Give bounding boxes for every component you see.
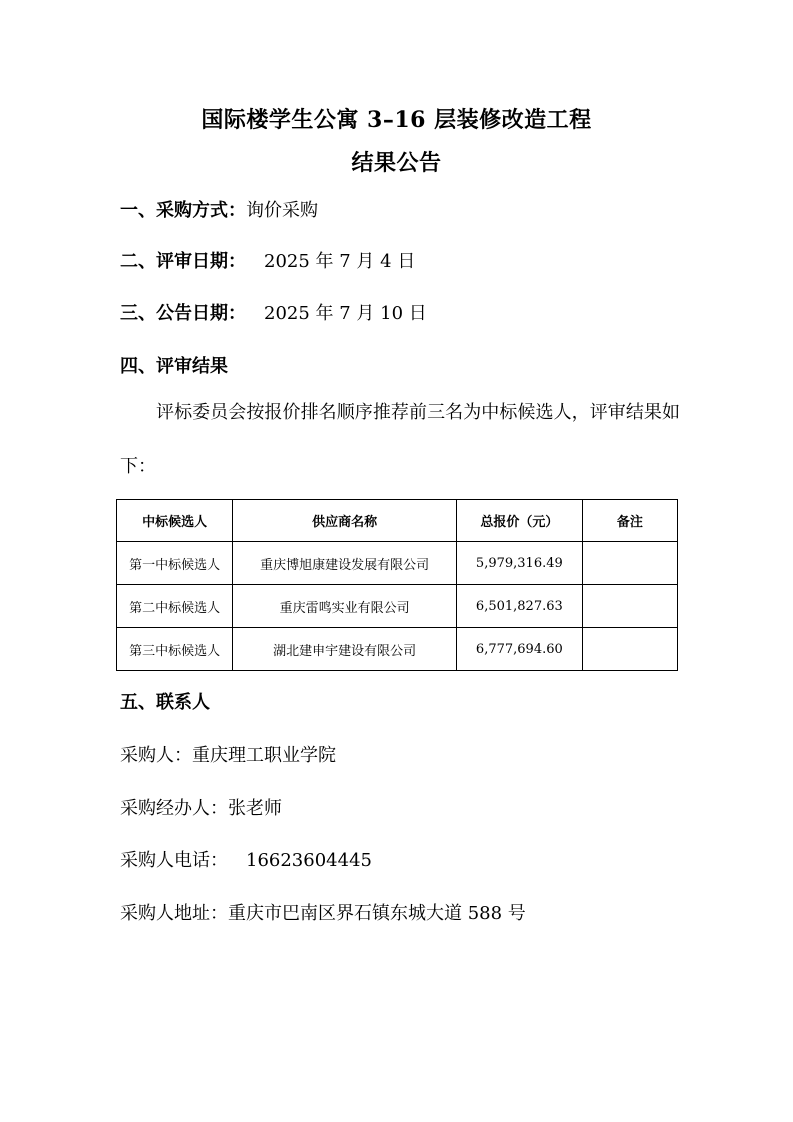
purchaser-line: 采购人：重庆理工职业学院 — [120, 745, 336, 766]
cell-rank: 第三中标候选人 — [117, 628, 233, 671]
review-result-heading — [120, 352, 228, 378]
table-row — [117, 628, 678, 671]
procurement-method — [120, 196, 318, 222]
header-supplier: 供应商名称 — [233, 500, 457, 542]
notice-date-label: 三、公告日期： — [120, 303, 246, 324]
cell-supplier: 湖北建申宇建设有限公司 — [233, 628, 457, 671]
table-header-row — [117, 500, 678, 542]
agent-line: 采购经办人：张老师 — [120, 798, 282, 819]
address-line: 采购人地址：重庆市巴南区界石镇东城大道 588 号 — [120, 903, 526, 924]
cell-note — [582, 585, 677, 628]
phone-number: 16623604445 — [246, 850, 372, 871]
notice-date-value: 2025 年 7 月 10 日 — [264, 303, 427, 324]
contact-label: 五、联系人 — [120, 692, 210, 713]
review-date — [120, 247, 415, 273]
phone-line — [120, 846, 372, 872]
cell-rank: 第二中标候选人 — [117, 585, 233, 628]
cell-rank: 第一中标候选人 — [117, 542, 233, 585]
review-date-label: 二、评审日期： — [120, 251, 246, 272]
procurement-method-label: 一、采购方式： — [120, 200, 246, 221]
header-candidate: 中标候选人 — [117, 500, 233, 542]
contact-heading — [120, 688, 210, 714]
cell-supplier: 重庆雷鸣实业有限公司 — [233, 585, 457, 628]
table-row — [117, 585, 678, 628]
cell-price: 6,777,694.60 — [456, 628, 582, 671]
procurement-method-value: 询价采购 — [246, 200, 318, 221]
document-title: 国际楼学生公寓 3–16 层装修改造工程 — [201, 107, 592, 133]
cell-supplier: 重庆博旭康建设发展有限公司 — [233, 542, 457, 585]
notice-date — [120, 299, 427, 325]
header-price: 总报价（元） — [456, 500, 582, 542]
cell-note — [582, 542, 677, 585]
cell-price: 6,501,827.63 — [456, 585, 582, 628]
phone-label: 采购人电话： — [120, 850, 228, 871]
document-subtitle: 结果公告 — [351, 150, 442, 176]
review-result-label: 四、评审结果 — [120, 356, 228, 377]
table-row — [117, 542, 678, 585]
review-result-text: 评标委员会按报价排名顺序推荐前三名为中标候选人，评审结果如下： — [120, 402, 680, 477]
cell-price: 5,979,316.49 — [456, 542, 582, 585]
bid-results-table — [116, 499, 678, 671]
review-date-value: 2025 年 7 月 4 日 — [264, 251, 416, 272]
header-note: 备注 — [582, 500, 677, 542]
cell-note — [582, 628, 677, 671]
